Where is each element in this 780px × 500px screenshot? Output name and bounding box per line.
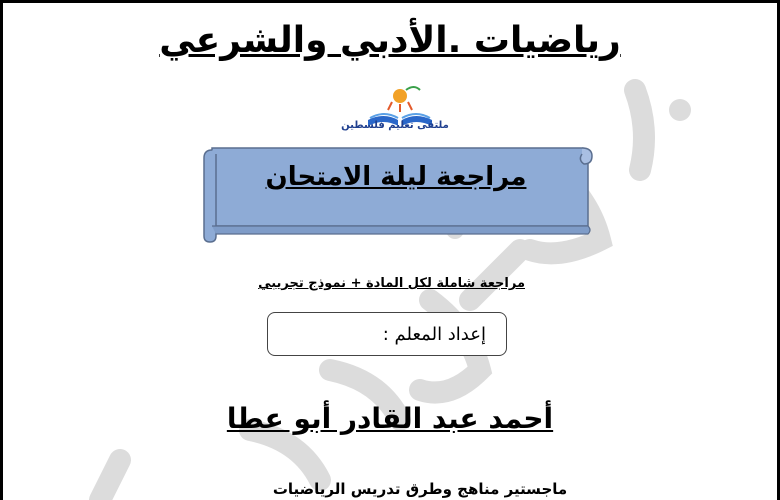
subtitle-text: مراجعة شاملة لكل المادة + نموذج تجريبي [258, 276, 525, 291]
logo-caption: ملتقى تعليم فلسطين [341, 120, 449, 131]
page-title: رياضيات .الأدبي والشرعي [159, 20, 621, 61]
scroll-banner [196, 140, 596, 244]
book-logo-icon [340, 80, 460, 140]
prepared-by-label: إعداد المعلم : [382, 323, 486, 345]
teacher-name: أحمد عبد القادر أبو عطا [226, 402, 554, 435]
teacher-degree: ماجستير مناهج وطرق تدريس الرياضيات [272, 480, 568, 498]
prepared-by-box [267, 312, 507, 356]
banner-text: مراجعة ليلة الامتحان [265, 162, 527, 192]
